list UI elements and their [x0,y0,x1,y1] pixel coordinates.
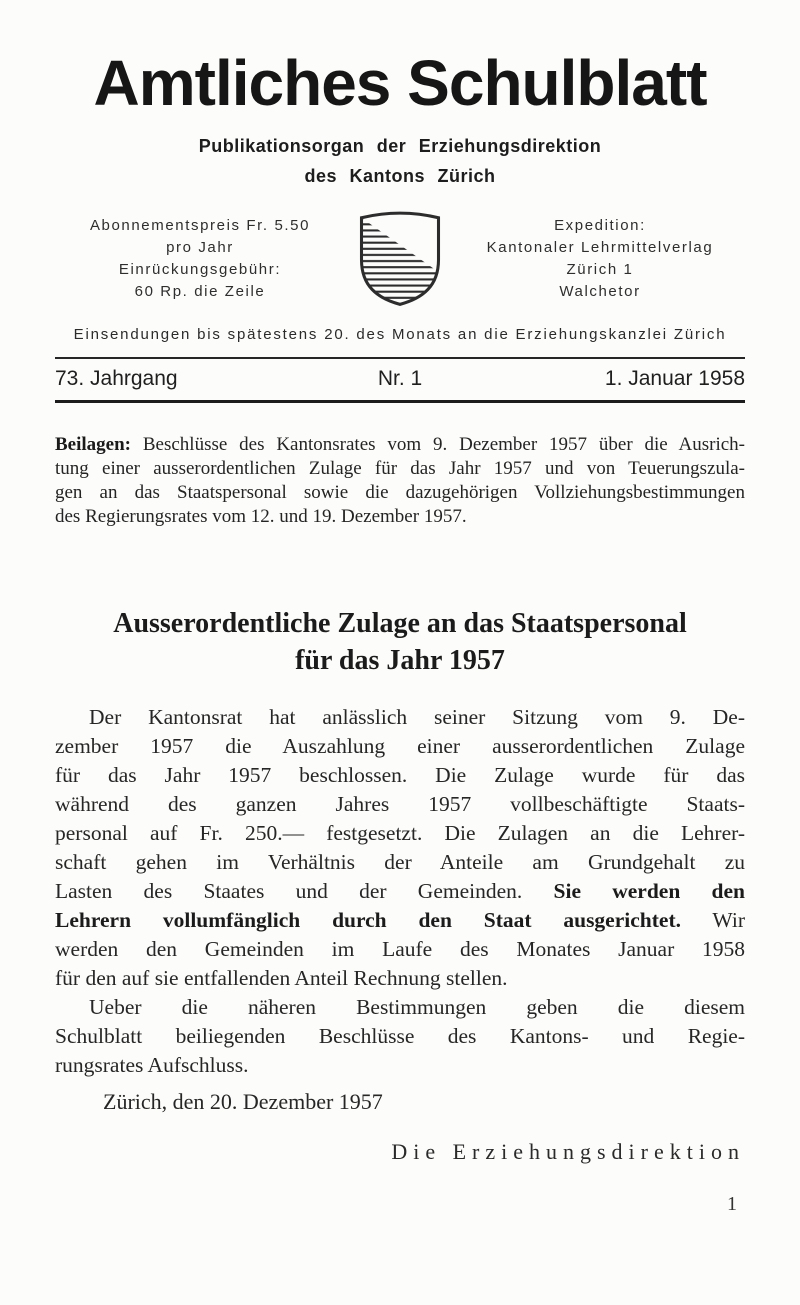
subtitle-line-1: Publikationsorgan der Erziehungsdirektion [198,136,602,157]
text-line: personal auf Fr. 250.— festgesetzt. Die Zulagen an die Lehrer- [55,821,745,846]
info-line: 60 Rp. die Zeile [134,283,266,301]
article-title [55,605,745,679]
info-line: Kantonaler Lehrmittelverlag [486,239,714,257]
text-line: Lasten des Staates und der Gemeinden. Sie werden den [55,879,746,904]
text-line: für das Jahr 1957 beschlossen. Die Zulage wurde für das [55,763,745,788]
issue-number-label: Nr. 1 [377,367,423,391]
text-line: gen an das Staatspersonal sowie die dazugehörigen Vollziehungsbestimmungen [55,482,745,504]
text-line: Lehrern vollumfänglich durch den Staat ausgerichtet. Wir [55,908,745,933]
issue-date-label: 1. Januar 1958 [604,367,745,391]
subtitle-line-2: des Kantons Zürich [304,166,496,187]
publication-subtitle [55,131,745,191]
article-paragraph-1 [55,703,745,993]
document-page [0,47,800,1305]
volume-label: 73. Jahrgang [55,367,178,391]
info-line: pro Jahr [166,239,234,257]
article-title-line-1: Ausserordentliche Zulage an das Staatspersonal [113,608,687,640]
submission-deadline-note: Einsendungen bis spätestens 20. des Monats an die Erziehungskanzlei Zürich [73,326,727,344]
text-line: werden den Gemeinden im Laufe des Monates Januar 1958 [55,937,745,962]
issue-bar [55,357,745,403]
emblem-container [345,209,455,312]
text-line: zember 1957 die Auszahlung einer ausserordentlichen Zulage [55,734,745,759]
article-body [55,703,745,1080]
text-line: für den auf sie entfallenden Anteil Rechnung stellen. [55,966,508,991]
text-line: Beilagen: Beschlüsse des Kantonsrates vom 9. Dezember 1957 über die Ausrich- [55,434,745,456]
article-title-line-2: für das Jahr 1957 [295,645,505,677]
info-line: Einrückungsgebühr: [118,261,282,279]
text-line: während des ganzen Jahres 1957 vollbeschäftigte Staats- [55,792,745,817]
text-line: tung einer ausserordentlichen Zulage für das Jahr 1957 und von Teuerungszula- [55,458,745,480]
dateline: Zürich, den 20. Dezember 1957 [103,1089,383,1115]
text-line: rungsrates Aufschluss. [55,1053,249,1078]
info-line: Expedition: [554,217,646,235]
expedition-info [455,209,745,303]
publication-title: Amtliches Schulblatt [93,47,707,119]
info-line: Zürich 1 [566,261,634,279]
info-line: Abonnementspreis Fr. 5.50 [89,217,311,235]
article-paragraph-2 [55,993,745,1080]
info-line: Walchetor [559,283,641,301]
text-line: Ueber die näheren Bestimmungen geben die diesem [89,995,745,1020]
text-line: des Regierungsrates vom 12. und 19. Dezember 1957. [55,506,467,528]
text-line: schaft gehen im Verhältnis der Anteile am Grundgehalt zu [55,850,745,875]
subscription-info [55,209,345,303]
zurich-coat-of-arms-icon [356,209,444,312]
divider-rule-bottom [55,400,745,403]
text-line: Schulblatt beiliegenden Beschlüsse des Kantons- und Regie- [55,1024,745,1049]
page-number: 1 [727,1193,737,1216]
text-line: Der Kantonsrat hat anlässlich seiner Sitzung vom 9. De- [89,705,745,730]
masthead-info-row [55,209,745,312]
signature: Die Erziehungsdirektion [391,1139,745,1165]
beilagen-paragraph [55,433,745,529]
